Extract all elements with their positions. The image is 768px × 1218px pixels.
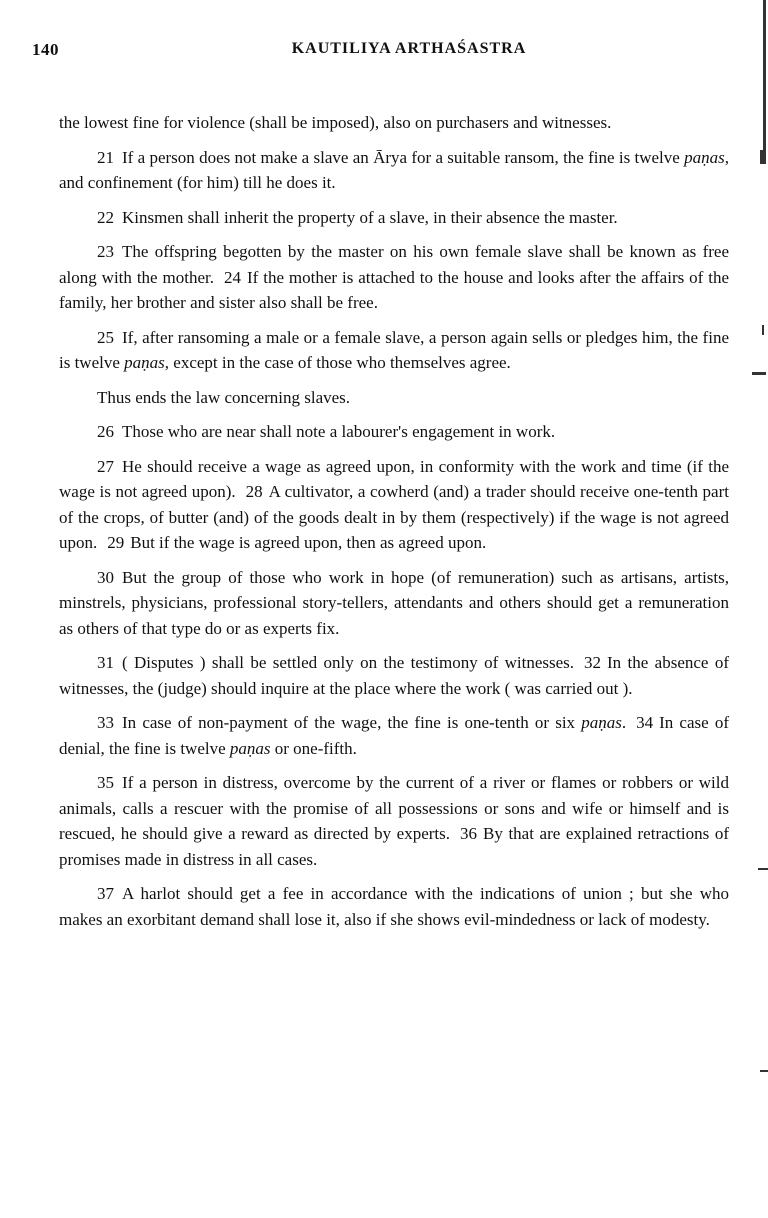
- running-title: KAUTILIYA ARTHAŚASTRA: [291, 40, 527, 57]
- paragraph-text: But the group of those who work in hope (of remuneration) such as artisans, artists, minstrels, physicians, professional story-tellers, attendants and others should get a remuneration as others of that type do or as experts fix.: [59, 567, 729, 638]
- scan-edge-mark: [760, 150, 766, 164]
- sutra-number: 25: [97, 327, 114, 347]
- scan-edge-mark: [758, 868, 768, 870]
- sutra-number: 29: [107, 533, 125, 552]
- paragraph-23: [59, 239, 729, 316]
- paragraph-35: [59, 770, 729, 872]
- sutra-number: 30: [97, 567, 114, 587]
- paragraph-21: [59, 145, 729, 196]
- italic-term: paṇas: [684, 147, 725, 167]
- paragraph-text: Kinsmen shall inherit the property of a slave, in their absence the master.: [122, 207, 618, 227]
- sutra-number: 22: [97, 207, 114, 227]
- scan-edge-mark: [752, 372, 766, 375]
- sutra-number: 26: [97, 422, 114, 441]
- paragraph-text: or one-fifth.: [270, 738, 357, 758]
- sutra-number: 31: [97, 653, 114, 672]
- section-end-note: [59, 385, 729, 411]
- paragraph-text: He should receive a wage as agreed upon, in conformity with the work and time (if the wage is not agreed upon).: [59, 456, 729, 501]
- paragraph-text: But if the wage is agreed upon, then as agreed upon.: [130, 533, 487, 552]
- paragraph-26: [59, 419, 729, 445]
- paragraph-text: .: [621, 713, 627, 732]
- paragraph-text: In case of non-payment of the wage, the fine is one-tenth or six: [122, 713, 582, 732]
- paragraph-text: The offspring begotten by the master on his own female slave shall be known as free along with the mother.: [59, 242, 729, 287]
- scan-edge-mark: [760, 1070, 768, 1072]
- page-number: 140: [32, 40, 59, 59]
- paragraph-31: [59, 650, 729, 701]
- paragraph-text: In case of denial, the fine is twelve: [59, 713, 729, 758]
- italic-term: paṇas: [229, 738, 271, 758]
- sutra-number: 27: [97, 456, 114, 476]
- sutra-number: 33: [97, 713, 114, 732]
- italic-term: paṇas: [581, 713, 622, 732]
- paragraph-text: In the absence of witnesses, the (judge) should inquire at the place where the work ( was carried out ).: [59, 653, 730, 698]
- paragraph-30: [59, 565, 729, 642]
- paragraph: [59, 110, 729, 136]
- paragraph-22: [59, 205, 729, 231]
- paragraph-text: A harlot should get a fee in accordance with the indications of union ; but she who makes an exorbitant demand shall lose it, also if she shows evil-mindedness or lack of modesty.: [59, 884, 729, 929]
- paragraph-37: [59, 881, 729, 932]
- scan-edge-mark: [762, 325, 764, 335]
- paragraph-text: If a person in distress, overcome by the current of a river or flames or robbers or wild animals, calls a rescuer with the promise of all possessions or sons and wife or himself and is rescued, he should give a reward as directed by experts.: [59, 773, 729, 843]
- sutra-number: 24: [223, 267, 241, 287]
- page-header: [32, 40, 732, 64]
- paragraph-text: , and confinement (for him) till he does it.: [59, 147, 729, 192]
- paragraph-text: If, after ransoming a male or a female slave, a person again sells or pledges him, the fine is twelve: [59, 327, 729, 372]
- paragraph-text: ( Disputes ) shall be settled only on the testimony of witnesses.: [122, 653, 575, 672]
- sutra-number: 21: [97, 147, 114, 167]
- paragraph-text: A cultivator, a cowherd (and) a trader should receive one-tenth part of the crops, of butter (and) of the goods dealt in by them (respectively) if the wage is not agreed upon.: [59, 482, 729, 552]
- paragraph-text: If the mother is attached to the house and looks after the affairs of the family, her brother and sister also shall be free.: [59, 267, 729, 312]
- paragraph-27: [59, 454, 729, 556]
- paragraph-text: the lowest fine for violence (shall be imposed), also on purchasers and witnesses.: [59, 113, 612, 132]
- italic-term: paṇas: [124, 353, 165, 372]
- paragraph-text: , except in the case of those who themselves agree.: [164, 353, 511, 372]
- paragraph-text: Thus ends the law concerning slaves.: [97, 387, 351, 407]
- paragraph-33: [59, 710, 729, 761]
- sutra-number: 23: [97, 242, 114, 261]
- sutra-number: 36: [460, 824, 478, 843]
- paragraph-text: By that are explained retractions of promises made in distress in all cases.: [59, 824, 730, 869]
- paragraph-25: [59, 325, 729, 376]
- paragraph-text: If a person does not make a slave an Ārya for a suitable ransom, the fine is twelve: [122, 147, 685, 167]
- sutra-number: 37: [97, 884, 114, 903]
- sutra-number: 28: [245, 482, 263, 501]
- paragraph-text: Those who are near shall note a labourer's engagement in work.: [122, 422, 556, 441]
- scan-edge-mark: [763, 0, 766, 150]
- sutra-number: 32: [584, 653, 602, 672]
- sutra-number: 35: [97, 773, 114, 792]
- body-text: [59, 110, 729, 941]
- sutra-number: 34: [636, 713, 654, 732]
